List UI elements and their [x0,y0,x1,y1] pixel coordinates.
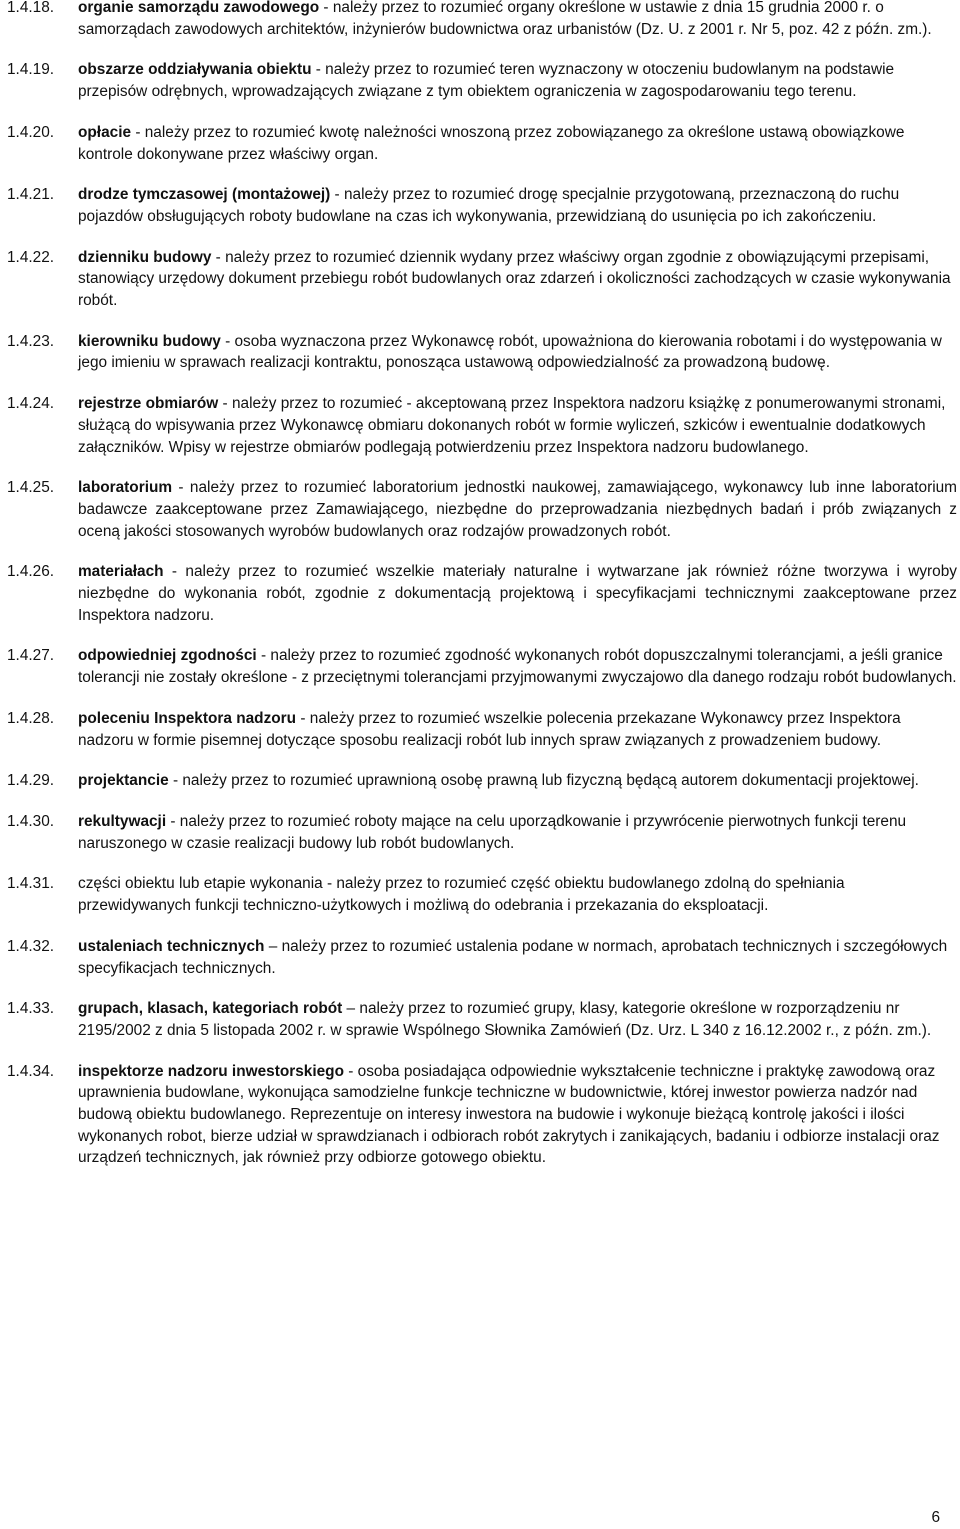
definition-body [78,122,957,165]
definition-number: 1.4.27. [7,647,55,665]
definition-term: rekultywacji [78,812,167,830]
definition-number: 1.4.28. [7,709,55,727]
definition-term: grupach, klasach, kategoriach robót [78,1000,343,1018]
definition-text: – należy przez to rozumieć ustalenia podane w normach, aprobatach technicznych i szczegółowych specyfikacjach technicznych. [78,937,948,977]
definition-term: rejestrze obmiarów [78,395,219,413]
definition-term: inspektorze nadzoru inwestorskiego [78,1062,344,1080]
definition-body [78,1061,957,1170]
definition-term: odpowiedniej zgodności [78,647,257,665]
definition-number: 1.4.26. [7,563,55,581]
definition-number: 1.4.22. [7,248,55,266]
definition-number: 1.4.25. [7,479,55,497]
definition-1-4-28 [7,708,957,751]
definition-body [78,561,957,626]
definition-term: drodze tymczasowej (montażowej) [78,186,331,204]
definition-term: obszarze oddziaływania obiektu [78,61,312,79]
definition-term: laboratorium [78,479,173,497]
definition-text: - należy przez to rozumieć wszelkie materiały naturalne i wytwarzane jak również różne tworzywa i wyroby niezbędne do wykonania robót, zgodnie z dokumentacją projektową i specyfikacjami technicznymi zaakceptowane przez Inspektora nadzoru. [78,563,957,624]
definition-number: 1.4.21. [7,186,55,204]
definition-term: opłacie [78,123,132,141]
definition-term: poleceniu Inspektora nadzoru [78,709,297,727]
definition-number: 1.4.29. [7,772,55,790]
definition-term: materiałach [78,563,164,581]
definition-term: ustaleniach technicznych [78,937,265,955]
definition-body [78,998,957,1041]
definition-1-4-34 [7,1061,957,1170]
definition-text: - należy przez to rozumieć drogę specjalnie przygotowaną, przeznaczoną do ruchu pojazdów obsługujących roboty budowlane na czas ich wykonywania, przewidzianą do usunięcia po ich zakończeniu. [78,186,900,225]
definition-text: - należy przez to rozumieć organy określone w ustawie z dnia 15 grudnia 2000 r. o samorządach zawodowych architektów, inżynierów budownictwa oraz urbanistów (Dz. U. z 2001 r. Nr 5, poz. 42 z późn. zm.). [78,0,932,38]
definition-number: 1.4.30. [7,812,55,830]
definition-1-4-19 [7,59,957,102]
definition-text: - należy przez to rozumieć zgodność wykonanych robót dopuszczalnymi tolerancjami, a jeśli granice tolerancji nie zostały określone - z przeciętnymi tolerancjami przyjmowanymi zwyczajowo dla danego rodzaju robót budowlanych. [78,647,957,687]
definition-number: 1.4.32. [7,937,55,955]
page-number: 6 [931,1509,940,1526]
definition-1-4-26 [7,561,957,626]
definition-body [78,393,957,458]
definition-term: projektancie [78,772,169,790]
definition-1-4-25 [7,477,957,542]
definition-text: - należy przez to rozumieć dziennik wydany przez właściwy organ zgodnie z obowiązującymi przepisami, stanowiący urzędowy dokument przebiegu robót budowlanych oraz zdarzeń i okoliczności zachodzących w czasie wykonywania robót. [78,248,951,310]
definition-1-4-24 [7,393,957,458]
definition-body [78,936,957,979]
definition-body [78,770,957,792]
definition-text: - osoba wyznaczona przez Wykonawcę robót, upoważniona do kierowania robotami i do występowania w jego imieniu w sprawach realizacji kontraktu, ponosząca ustawową odpowiedzialność za prowadzoną budowę. [78,332,942,372]
definition-body [78,645,957,688]
definition-1-4-23 [7,331,957,374]
definition-body [78,477,957,542]
definition-text: części obiektu lub etapie wykonania - należy przez to rozumieć część obiektu budowlanego zdolną do spełniania przewidywanych funkcji techniczno-użytkowych i możliwą do odebrania i przekazania do eksploatacji. [78,875,845,915]
definition-body [78,873,957,916]
definition-number: 1.4.23. [7,332,55,350]
definition-text: – należy przez to rozumieć grupy, klasy, kategorie określone w rozporządzeniu nr 2195/2002 z dnia 5 listopada 2002 r. w sprawie Wspólnego Słownika Zamówień (Dz. Urz. L 340 z 16.12.2002 r., z późn. zm.). [78,1000,932,1039]
definition-1-4-32 [7,936,957,979]
definition-1-4-21 [7,184,957,227]
definition-text: - należy przez to rozumieć - akceptowaną przez Inspektora nadzoru książkę z ponumerowanymi stronami, służącą do wpisywania przez Wykonawcę obmiaru dokonanych robót w formie wyliczeń, szkiców i ewentualnie dodatkowych załączników. Wpisy w rejestrze obmiarów podlegają potwierdzeniu przez Inspektora nadzoru budowlanego. [78,395,946,456]
definition-number: 1.4.34. [7,1062,55,1080]
definition-body [78,331,957,374]
definition-body [78,59,957,102]
definition-number: 1.4.20. [7,123,55,141]
definition-text: - należy przez to rozumieć wszelkie polecenia przekazane Wykonawcy przez Inspektora nadzoru w formie pisemnej dotyczące sposobu realizacji robót lub innych spraw związanych z prowadzeniem budowy. [78,709,901,749]
definition-term: kierowniku budowy [78,332,221,350]
definition-number: 1.4.18. [7,0,55,16]
definition-body [78,708,957,751]
definition-1-4-30 [7,811,957,854]
definition-1-4-20 [7,122,957,165]
definition-text: - należy przez to rozumieć uprawnioną osobę prawną lub fizyczną będącą autorem dokumentacji projektowej. [168,772,919,790]
definition-body [78,184,957,227]
definition-text: - należy przez to rozumieć roboty mające na celu uporządkowanie i przywrócenie pierwotnych funkcji terenu naruszonego w czasie realizacji budowy lub robót budowlanych. [78,812,907,852]
definition-1-4-27 [7,645,957,688]
definition-1-4-31 [7,873,957,916]
definitions-list [7,0,957,1169]
definition-text: - należy przez to rozumieć kwotę należności wnoszoną przez zobowiązanego za określone ustawą obowiązkowe kontrole dokonywane przez właściwy organ. [78,123,905,163]
definition-1-4-33 [7,998,957,1041]
definition-term: dzienniku budowy [78,248,212,266]
definition-term: organie samorządu zawodowego [78,0,320,16]
definition-number: 1.4.24. [7,395,55,413]
definition-number: 1.4.19. [7,61,55,79]
definition-text: - należy przez to rozumieć laboratorium jednostki naukowej, zamawiającego, wykonawcy lub inne laboratorium badawcze zaakceptowane przez Zamawiającego, niezbędne do przeprowadzania niezbędnych badań i prób związanych z oceną jakości stosowanych wyrobów budowlanych oraz rodzajów prowadzonych robót. [78,479,957,540]
definition-1-4-22 [7,247,957,312]
definition-text: - należy przez to rozumieć teren wyznaczony w otoczeniu budowlanym na podstawie przepisów odrębnych, wprowadzających związane z tym obiektem ograniczenia w zagospodarowaniu tego terenu. [78,61,895,101]
definition-body [78,247,957,312]
definition-body [78,0,957,40]
definition-body [78,811,957,854]
definition-1-4-29 [7,770,957,792]
definition-1-4-18 [7,0,957,40]
definition-number: 1.4.33. [7,1000,55,1018]
definition-text: - osoba posiadająca odpowiednie wykształcenie techniczne i praktykę zawodową oraz uprawnienia budowlane, wykonująca samodzielne funkcje techniczne w budownictwie, której inwestor powierza nadzór nad budową obiektu budowlanego. Reprezentuje on interesy inwestora na budowie i wykonuje bieżącą kontrolę jakości i ilości wykonanych robot, bierze udział w sprawdzianach i odbiorach robót zakrytych i zanikających, badaniu i odbiorze instalacji oraz urządzeń technicznych, jak również przy odbiorze gotowego obiektu. [78,1062,940,1167]
definition-number: 1.4.31. [7,875,55,893]
